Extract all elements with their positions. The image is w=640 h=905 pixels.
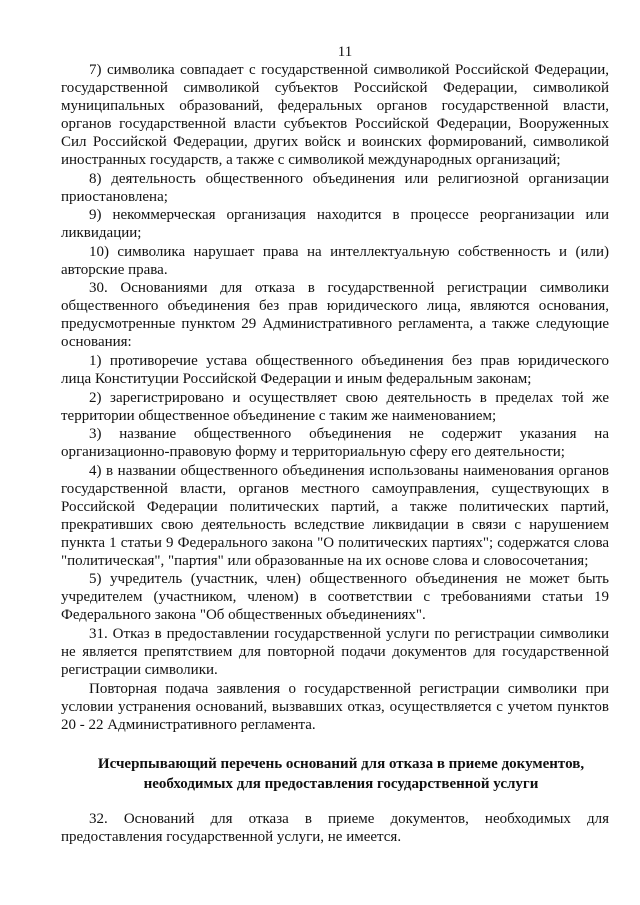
text-line: лица Конституции Российской Федерации и иным федеральным законам;: [61, 370, 532, 387]
text-line: 9) некоммерческая организация находится в процессе реорганизации или: [89, 207, 609, 224]
text-line: территории общественное объединение с таким же наименованием;: [61, 407, 497, 424]
paragraph: [61, 625, 609, 679]
paragraph: [61, 389, 609, 425]
document-body: [61, 61, 609, 734]
text-line: муниципальных образований, федеральных органов государственной власти,: [61, 98, 609, 114]
text-line: пункта 1 статьи 9 Федерального закона "О политических партиях"; содержатся слова: [61, 534, 609, 551]
text-line: Российской Федерации политических партий, а также политических партий,: [61, 498, 609, 515]
text-line: иностранных государств, а также с символикой международных организаций;: [61, 152, 561, 168]
heading-line: необходимых для предоставления государственной услуги: [143, 775, 539, 792]
text-line: общественного объединения без прав юридического лица, являются основания,: [61, 298, 609, 315]
text-line: 3) название общественного объединения не содержит указания на: [89, 426, 609, 443]
text-line: 5) учредитель (участник, член) общественного объединения не может быть: [89, 571, 609, 588]
paragraph: [61, 425, 609, 461]
text-line: организационно-правовую форму и территориальную сферу его деятельности;: [61, 444, 565, 461]
text-line: органов государственной власти субъектов Российской Федерации, Вооруженных: [61, 116, 609, 132]
text-line: предоставления государственной услуги, не имеется.: [61, 828, 402, 845]
section-heading: [61, 754, 621, 794]
text-line: 31. Отказ в предоставлении государственной услуги по регистрации символики: [89, 625, 609, 642]
paragraph: [61, 462, 609, 570]
paragraph: [61, 680, 609, 734]
text-line: предусмотренные пунктом 29 Административного регламента, а также следующие: [61, 316, 609, 333]
paragraph: [61, 170, 609, 206]
paragraph: [61, 206, 609, 242]
text-line: 2) зарегистрировано и осуществляет свою деятельность в пределах той же: [89, 389, 609, 406]
text-line: Сил Российской Федерации, других войск и воинских формирований, символикой: [61, 134, 609, 150]
text-line: Федерального закона "Об общественных объединениях".: [61, 607, 426, 624]
text-line: ликвидации;: [61, 225, 142, 242]
text-line: 10) символика нарушает права на интеллектуальную собственность и (или): [89, 243, 609, 260]
text-line: прекративших свою деятельность вследствие ликвидации в связи с нарушением: [61, 516, 609, 533]
text-line: "политическая", "партия" или образованные на их основе слова и словосочетания;: [61, 552, 589, 569]
text-line: приостановлена;: [61, 188, 168, 205]
text-line: 32. Оснований для отказа в приеме документов, необходимых для: [89, 810, 609, 827]
paragraph: [61, 352, 609, 388]
text-line: 20 - 22 Административного регламента.: [61, 716, 316, 733]
text-line: 7) символика совпадает с государственной символикой Российской Федерации,: [89, 62, 609, 78]
paragraph: [61, 61, 609, 169]
paragraph-32: [61, 810, 609, 846]
text-line: учредителем (участником, членом) в соответствии с требованиями статьи 19: [61, 589, 609, 606]
text-line: основания:: [61, 334, 132, 351]
text-line: 4) в названии общественного объединения использованы наименования органов: [89, 462, 609, 479]
text-line: 1) противоречие устава общественного объединения без прав юридического: [89, 352, 609, 369]
text-line: условии устранения оснований, вызвавших отказ, осуществляется с учетом пунктов: [61, 698, 609, 715]
page-number: 11: [337, 44, 353, 60]
text-line: Повторная подача заявления о государственной регистрации символики при: [89, 680, 609, 697]
text-line: регистрации символики.: [61, 661, 218, 678]
paragraph: [61, 243, 609, 279]
text-line: не является препятствием для повторной подачи документов для государственной: [61, 643, 609, 660]
paragraph: [61, 279, 609, 351]
text-line: государственной власти, органов местного самоуправления, существующих в: [61, 480, 609, 497]
text-line: авторские права.: [61, 261, 168, 278]
text-line: государственной символикой субъектов Российской Федерации, символикой: [61, 80, 609, 96]
paragraph: [61, 570, 609, 624]
heading-line: Исчерпывающий перечень оснований для отказа в приеме документов,: [97, 755, 585, 772]
text-line: 30. Основаниями для отказа в государственной регистрации символики: [89, 280, 609, 297]
text-line: 8) деятельность общественного объединения или религиозной организации: [89, 170, 609, 187]
